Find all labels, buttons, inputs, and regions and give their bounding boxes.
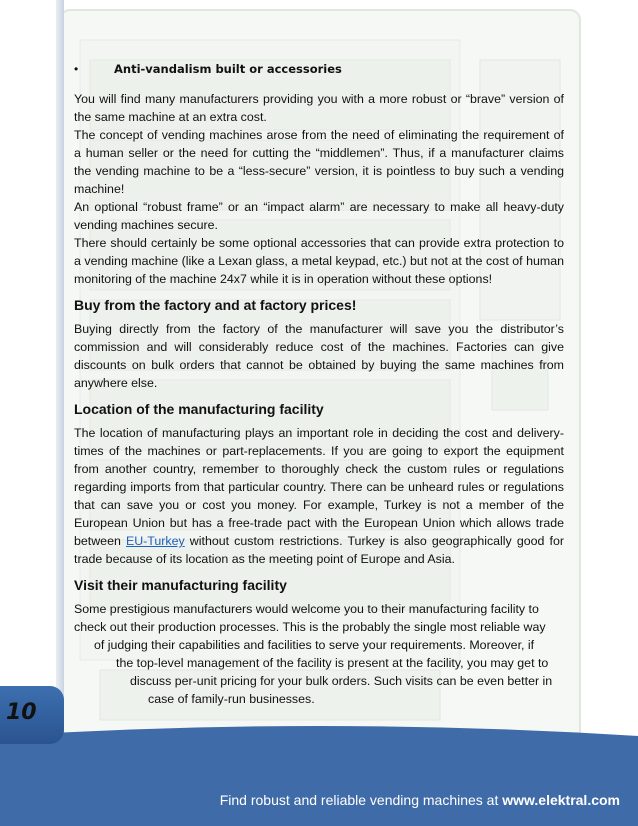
- paragraph-line: case of family-run businesses.: [148, 692, 315, 706]
- paragraph-line: discuss per-unit pricing for your bulk orders. Such visits can be even better in: [130, 674, 553, 688]
- paragraph-line: check out their production processes. This is the probably the single most reliable way: [74, 620, 546, 634]
- footer-band: [0, 736, 638, 826]
- paragraph: The concept of vending machines arose from the need of eliminating the requirement of a human seller or the need for cutting the “middlemen”. Thus, if a manufacturer claims the vending machine to be a “less-secure” version, it is pointless to buy such a vending machine!: [74, 128, 564, 196]
- eu-turkey-link[interactable]: EU-Turkey: [125, 534, 185, 548]
- paragraph: There should certainly be some optional accessories that can provide extra protection to a vending machine (like a Lexan glass, a metal keypad, etc.) but not at the cost of human monitoring of the machine 24x7 while it is in operation without these options!: [74, 236, 564, 286]
- bullet-text: Anti-vandalism built or accessories: [114, 62, 342, 76]
- footer-tagline: [220, 792, 620, 808]
- paragraph-line: Some prestigious manufacturers would welcome you to their manufacturing facility to: [74, 602, 539, 616]
- footer-website-link[interactable]: www.elektral.com: [502, 792, 620, 808]
- paragraph-line: of judging their capabilities and facilities to serve your requirements. Moreover, if: [94, 638, 535, 652]
- section-heading: Buy from the factory and at factory prices!: [74, 297, 357, 313]
- paragraph: Buying directly from the factory of the manufacturer will save you the distributor’s commission and will considerably reduce cost of the machines. Factories can give discounts on bulk orders that cannot be obtained by buying the same machines from anywhere else.: [74, 322, 564, 390]
- section-heading: Visit their manufacturing facility: [74, 577, 287, 593]
- paragraph-text: without custom restrictions. Turkey is also geographically good for trade because of its location as the meeting point of Europe and Asia.: [74, 534, 564, 566]
- footer-prefix: Find robust and reliable vending machines at: [219, 792, 503, 808]
- paragraph-text: The location of manufacturing plays an important role in deciding the cost and delivery-times of the machines or part-replacements. If you are going to export the equipment from another country, remember to thoroughly check the custom rules or regulations regarding imports from that particular country. There can be unheard rules or regulations that can save you or cost you money. For example, Turkey is not a member of the European Union but has a free-trade pact with the European Union which allows trade between: [74, 426, 564, 548]
- section-heading: Location of the manufacturing facility: [74, 401, 324, 417]
- footer-curve: [0, 706, 638, 766]
- paragraph: You will find many manufacturers providing you with a more robust or “brave” version of the same machine at an extra cost.: [74, 92, 564, 124]
- bullet-item: [74, 60, 564, 78]
- page-number: 10: [6, 700, 37, 725]
- paragraph: An optional “robust frame” or an “impact alarm” are necessary to make all heavy-duty vending machines secure.: [74, 200, 564, 232]
- bullet-icon: •: [74, 62, 79, 76]
- paragraph-line: the top-level management of the facility is present at the facility, you may get to: [116, 656, 549, 670]
- paragraph: [74, 424, 564, 568]
- page-content: [74, 60, 564, 708]
